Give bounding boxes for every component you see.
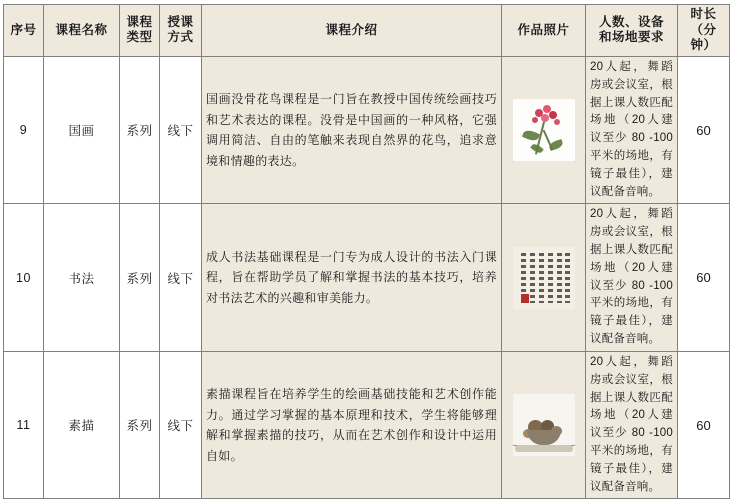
table-row	[4, 56, 730, 204]
cell-course-description: 素描课程旨在培养学生的绘画基础技能和艺术创作能力。通过学习掌握的基本原理和技术，学生将能够理解和掌握素描的技巧，从而在艺术创作和设计中运用自如。	[202, 351, 502, 499]
cell-course-name: 素描	[44, 351, 120, 499]
cell-requirement: 20人起，舞蹈房或会议室，根据上课人数匹配场地（20人建议至少 80 -100平米的场地，有镜子最佳），建议配备音响。	[586, 204, 678, 352]
cell-artwork-photo	[502, 351, 586, 499]
column-header-type-line2: 类型	[126, 30, 153, 45]
column-header-description: 课程介绍	[202, 5, 502, 57]
column-header-name: 课程名称	[44, 5, 120, 57]
table-body	[4, 56, 730, 499]
cell-requirement: 20人起，舞蹈房或会议室，根据上课人数匹配场地（20人建议至少 80 -100平米的场地，有镜子最佳），建议配备音响。	[586, 56, 678, 204]
cell-course-type: 系列	[120, 204, 160, 352]
table-row	[4, 351, 730, 499]
cell-duration: 60	[678, 351, 730, 499]
cell-requirement: 20人起，舞蹈房或会议室，根据上课人数匹配场地（20人建议至少 80 -100平米的场地，有镜子最佳），建议配备音响。	[586, 351, 678, 499]
cell-course-type: 系列	[120, 56, 160, 204]
artwork-flower-bird-painting-image	[513, 99, 575, 161]
column-header-mode-line2: 方式	[167, 30, 194, 45]
column-header-requirement	[586, 5, 678, 57]
column-header-mode	[160, 5, 202, 57]
artwork-sketch-stilllife-image	[513, 394, 575, 456]
column-header-type	[120, 5, 160, 57]
artwork-calligraphy-image	[513, 247, 575, 309]
cell-course-name: 国画	[44, 56, 120, 204]
cell-artwork-photo	[502, 56, 586, 204]
cell-teaching-mode: 线下	[160, 204, 202, 352]
cell-duration: 60	[678, 204, 730, 352]
table-row	[4, 204, 730, 352]
cell-course-type: 系列	[120, 351, 160, 499]
column-header-type-line1: 课程	[126, 14, 153, 29]
column-header-duration-line1: 时长	[690, 7, 717, 21]
cell-no: 11	[4, 351, 44, 499]
column-header-requirement-line1: 人数、设备	[598, 14, 664, 29]
cell-course-name: 书法	[44, 204, 120, 352]
cell-artwork-photo	[502, 204, 586, 352]
header-row	[4, 5, 730, 57]
cell-no: 10	[4, 204, 44, 352]
column-header-requirement-line2: 和场地要求	[598, 30, 664, 45]
column-header-mode-line1: 授课	[167, 14, 194, 29]
column-header-duration	[678, 5, 730, 57]
cell-teaching-mode: 线下	[160, 56, 202, 204]
cell-no: 9	[4, 56, 44, 204]
cell-teaching-mode: 线下	[160, 351, 202, 499]
cell-course-description: 国画没骨花鸟课程是一门旨在教授中国传统绘画技巧和艺术表达的课程。没骨是中国画的一种风格，它强调用简洁、自由的笔触来表现自然界的花鸟，追求意境和情趣的表达。	[202, 56, 502, 204]
table-header	[4, 5, 730, 57]
column-header-duration-line2: （分钟）	[690, 22, 717, 53]
cell-duration: 60	[678, 56, 730, 204]
cell-course-description: 成人书法基础课程是一门专为成人设计的书法入门课程，旨在帮助学员了解和掌握书法的基本技巧，培养对书法艺术的兴趣和审美能力。	[202, 204, 502, 352]
column-header-photo: 作品照片	[502, 5, 586, 57]
course-table	[3, 4, 730, 499]
column-header-no: 序号	[4, 5, 44, 57]
